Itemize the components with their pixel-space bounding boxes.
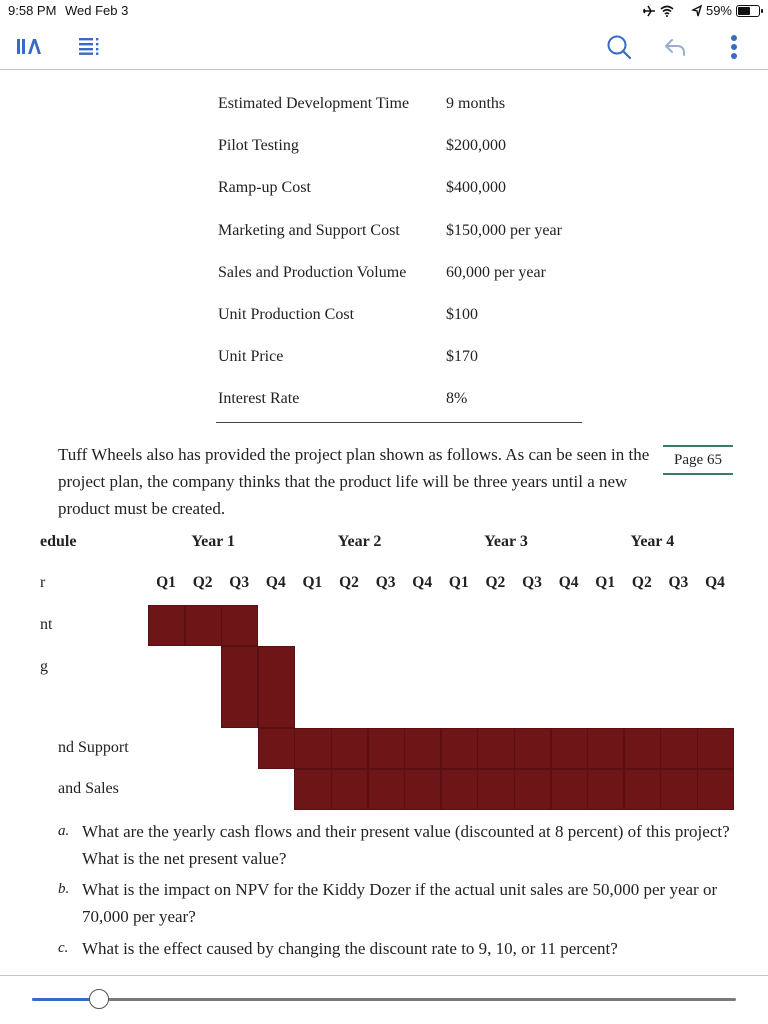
quarter-label: Q4	[705, 574, 725, 591]
location-icon	[692, 5, 702, 17]
schedule-bar-cell	[477, 769, 514, 810]
schedule-bar-cell	[368, 728, 405, 769]
table-row	[216, 126, 582, 168]
schedule-bar-cell	[551, 728, 588, 769]
battery-fill	[738, 7, 750, 15]
question-text: What is the impact on NPV for the Kiddy Dozer if the actual unit sales are 50,000 per year or 70,000 per year?	[82, 880, 718, 926]
year-label: Year 2	[337, 533, 382, 550]
status-date: Wed Feb 3	[65, 3, 129, 18]
table-cell-label: Estimated Development Time	[218, 95, 410, 112]
schedule-bar-cell	[697, 728, 734, 769]
quarter-label: Q1	[595, 574, 616, 591]
schedule-bar-cell	[514, 769, 551, 810]
table-cell-label: Unit Production Cost	[218, 305, 355, 323]
schedule-bar-cell	[331, 728, 368, 769]
table-cell-label: Marketing and Support Cost	[218, 221, 400, 239]
search-icon[interactable]	[604, 32, 634, 62]
status-right	[642, 3, 760, 18]
quarter-label: Q4	[558, 574, 579, 591]
quarter-label: Q3	[229, 574, 250, 591]
table-cell-value: 9 months	[446, 95, 506, 112]
schedule-bar-cell	[551, 769, 588, 810]
schedule-bar-cell	[294, 769, 331, 810]
reader-toolbar	[0, 22, 768, 70]
schedule-bar-cell	[697, 769, 734, 810]
back-icon[interactable]	[662, 34, 688, 60]
status-bar	[0, 0, 768, 20]
quarter-label: Q3	[375, 574, 396, 591]
table-cell-value: 60,000 per year	[446, 263, 546, 281]
quarter-label: Q4	[265, 574, 286, 591]
footer-divider	[0, 975, 768, 976]
quarter-label: Q2	[339, 574, 359, 591]
battery-icon	[736, 5, 760, 17]
page-marker[interactable]: Page 65	[663, 445, 733, 475]
year-label: Year 3	[484, 533, 528, 550]
quarter-label: Q1	[448, 574, 469, 591]
schedule-bar-cell	[221, 646, 258, 728]
schedule-bar-cell	[404, 728, 441, 769]
table-cell-value: $170	[446, 348, 478, 366]
schedule-row-label: g	[40, 658, 48, 675]
table-row	[216, 379, 582, 421]
schedule-row-label: nt	[40, 616, 53, 633]
schedule-bar-cell	[587, 769, 624, 810]
schedule-bar-cell	[368, 769, 405, 810]
quarter-label: Q2	[485, 574, 506, 591]
quarter-label: Q4	[412, 574, 433, 591]
table-cell-value: $200,000	[446, 137, 506, 155]
table-cell-value: $400,000	[446, 179, 506, 197]
schedule-bar-cell	[185, 605, 222, 646]
table-cell-label: Sales and Production Volume	[218, 263, 407, 281]
schedule-bar-cell	[624, 769, 661, 810]
schedule-bar-cell	[441, 769, 478, 810]
table-row	[216, 253, 582, 295]
schedule-bar-cell	[624, 728, 661, 769]
table-row	[216, 84, 582, 126]
schedule-row-label: and Sales	[58, 780, 119, 797]
battery-percent: 59%	[705, 3, 732, 18]
schedule-bar-cell	[221, 605, 258, 646]
schedule-bar-cell	[587, 728, 624, 769]
schedule-bar-cell	[294, 728, 331, 769]
schedule-bar-cell	[477, 728, 514, 769]
table-row	[216, 337, 582, 379]
quarter-label: Q3	[522, 574, 542, 591]
quarter-label: Q2	[192, 574, 213, 591]
quarter-label: Q1	[302, 574, 323, 591]
moon-icon	[678, 5, 688, 17]
question-text: What are the yearly cash flows and their present value (discounted at 8 percent) of this project? What is the net present value?	[82, 822, 730, 868]
table-row	[216, 168, 582, 210]
schedule-bar-cell	[258, 646, 295, 728]
wifi-icon	[660, 5, 674, 17]
schedule-bar-cell	[660, 728, 697, 769]
question-text: What is the effect caused by changing the discount rate to 9, 10, or 11 percent?	[82, 939, 618, 958]
body-paragraph: Tuff Wheels also has provided the project plan shown as follows. As can be seen in the project plan, the company thinks that the product life will be three years until a new product must be created.	[58, 445, 650, 518]
page-slider-track[interactable]	[32, 998, 736, 1001]
schedule-row-label: r	[40, 574, 46, 591]
table-cell-label: Ramp-up Cost	[218, 179, 311, 197]
quarter-label: Q3	[668, 574, 689, 591]
table-cell-label: Unit Price	[218, 348, 284, 366]
page-slider-thumb[interactable]	[89, 989, 109, 1009]
table-row	[216, 211, 582, 253]
schedule-bar-cell	[441, 728, 478, 769]
airplane-icon	[642, 5, 656, 17]
question-letter: a.	[58, 823, 70, 839]
schedule-bar-cell	[404, 769, 441, 810]
question-letter: c.	[58, 940, 69, 956]
schedule-bar-cell	[660, 769, 697, 810]
schedule-bar-cell	[514, 728, 551, 769]
quarter-label: Q2	[631, 574, 652, 591]
table-cell-label: Pilot Testing	[218, 137, 299, 155]
quarter-label: Q1	[156, 574, 176, 591]
status-time: 9:58 PM	[8, 3, 57, 18]
table-row	[216, 295, 582, 337]
schedule-bar-cell	[331, 769, 368, 810]
schedule-bar-cell	[258, 728, 295, 769]
year-label: Year 1	[191, 533, 236, 550]
table-cell-label: Interest Rate	[218, 390, 300, 408]
table-cell-value: $150,000 per year	[446, 221, 562, 239]
toc-icon[interactable]	[78, 36, 100, 56]
schedule-title: edule	[40, 533, 77, 550]
schedule-bar-cell	[148, 605, 185, 646]
cost-table	[216, 84, 582, 423]
schedule-row-label: nd Support	[58, 739, 129, 756]
more-icon[interactable]	[726, 32, 742, 62]
schedule-clipped-labels	[0, 0, 77, 1024]
table-cell-value: $100	[446, 305, 478, 323]
table-cell-value: 8%	[446, 390, 468, 408]
year-label: Year 4	[630, 533, 675, 550]
question-letter: b.	[58, 881, 70, 897]
